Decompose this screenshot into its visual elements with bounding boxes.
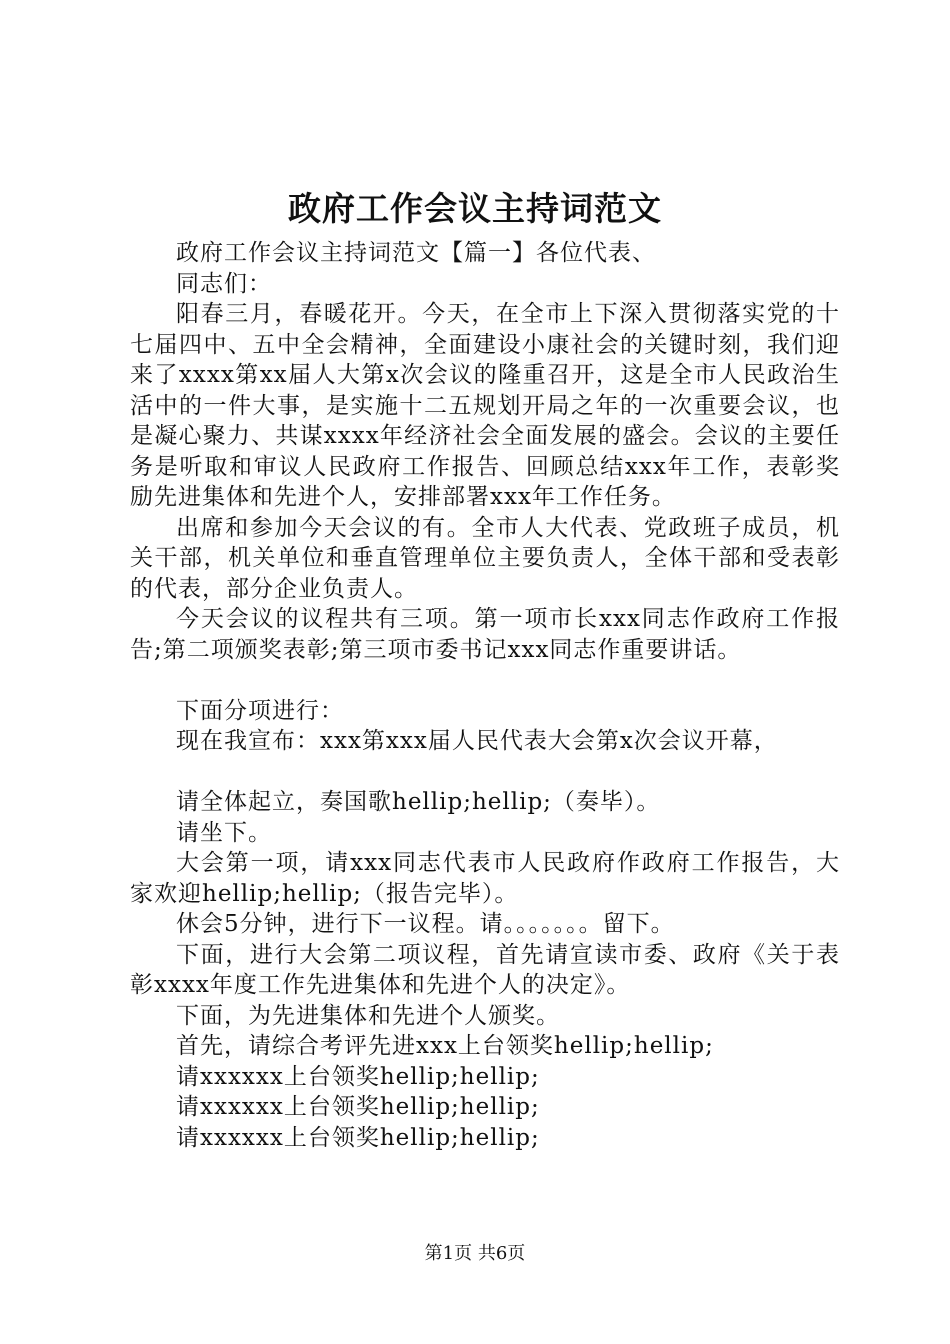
- blank-line: [130, 665, 840, 696]
- document-title: 政府工作会议主持词范文: [288, 189, 662, 228]
- paragraph-award-next: 请xxxxxx上台领奖hellip;hellip;: [176, 1063, 540, 1090]
- document-body: [130, 238, 840, 1153]
- paragraph-awards: 下面，为先进集体和先进个人颁奖。: [176, 1002, 560, 1029]
- paragraph-award-next: 请xxxxxx上台领奖hellip;hellip;: [176, 1124, 540, 1151]
- paragraph-proceed: 下面分项进行：: [176, 697, 344, 724]
- paragraph-anthem: 请全体起立，奏国歌hellip;hellip;（奏毕）。: [176, 789, 661, 815]
- paragraph-recess: 休会5分钟，进行下一议程。请。。。。。。。留下。: [176, 911, 675, 937]
- paragraph-award-next: 请xxxxxx上台领奖hellip;hellip;: [176, 1094, 540, 1120]
- blank-line: [130, 757, 840, 788]
- paragraph-item-one: 大会第一项，请xxx同志代表市人民政府作政府工作报告，大家欢迎hellip;hellip;（报告完毕）。: [130, 850, 840, 907]
- paragraph-sit-down: 请坐下。: [176, 819, 272, 846]
- paragraph-agenda: 今天会议的议程共有三项。第一项市长xxx同志作政府工作报告;第二项颁奖表彰;第三项市委书记xxx同志作重要讲话。: [130, 606, 840, 663]
- paragraph-award-first: 首先，请综合考评先进xxx上台领奖hellip;hellip;: [176, 1033, 714, 1059]
- paragraph-opening-declaration: 现在我宣布：xxx第xxx届人民代表大会第x次会议开幕，: [176, 728, 778, 754]
- paragraph-intro: 阳春三月，春暖花开。今天，在全市上下深入贯彻落实党的十七届四中、五中全会精神，全面建设小康社会的关键时刻，我们迎来了xxxx第xx届人大第x次会议的隆重召开，这是全市人民政治生活中的一件大事，是实施十二五规划开局之年的一次重要会议，也是凝心聚力、共谋xxxx年经济社会全面发展的盛会。会议的主要任务是听取和审议人民政府工作报告、回顾总结xxx年工作，表彰奖励先进集体和先进个人，安排部署xxx年工作任务。: [130, 301, 840, 510]
- paragraph-attendees: 出席和参加今天会议的有。全市人大代表、党政班子成员，机关干部，机关单位和垂直管理单位主要负责人，全体干部和受表彰的代表，部分企业负责人。: [130, 514, 840, 602]
- paragraph-item-two: 下面，进行大会第二项议程，首先请宣读市委、政府《关于表彰xxxx年度工作先进集体和先进个人的决定》。: [130, 941, 840, 998]
- paragraph-salutation: 同志们：: [176, 270, 272, 297]
- paragraph-opening: 政府工作会议主持词范文【篇一】各位代表、: [176, 240, 656, 266]
- page-number-footer: 第1页 共6页: [424, 1243, 526, 1264]
